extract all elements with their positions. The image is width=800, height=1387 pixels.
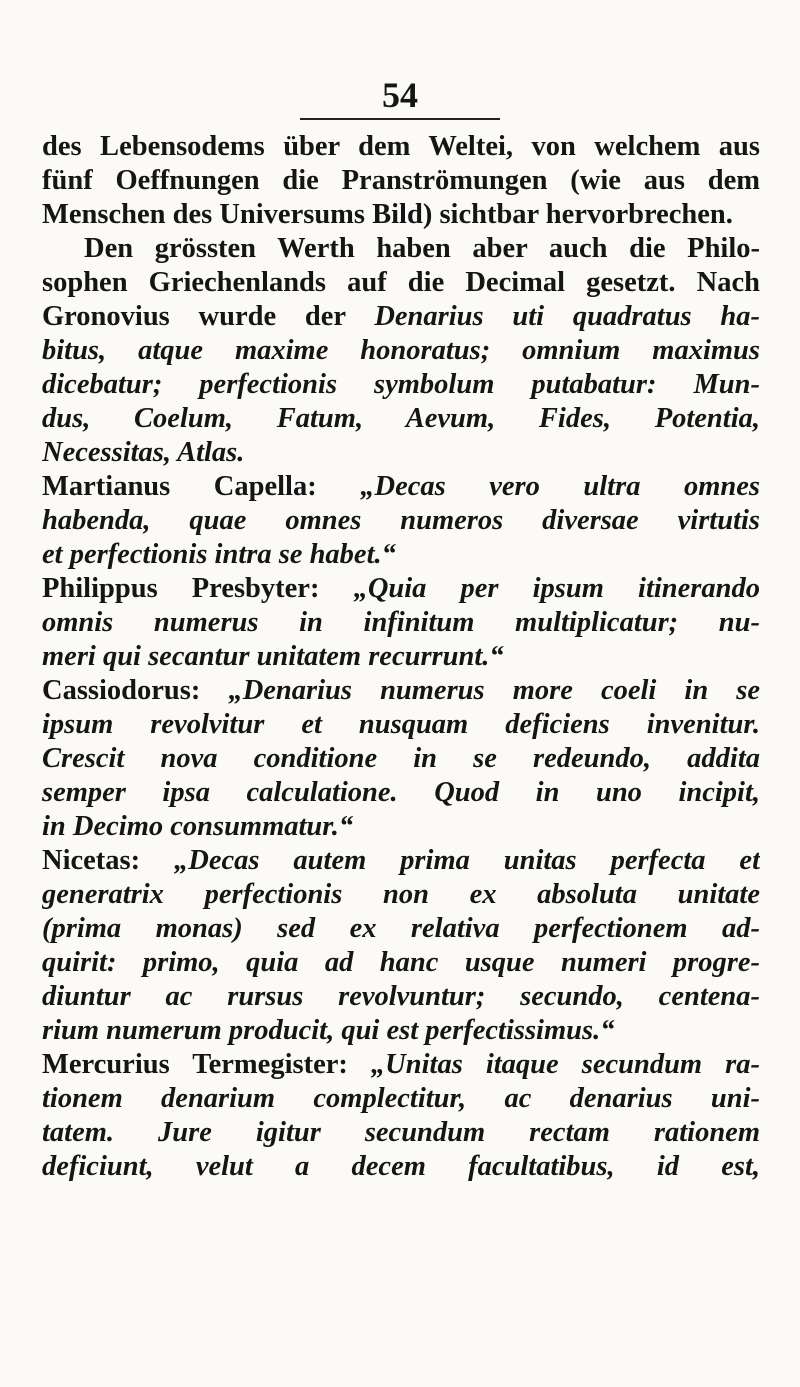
text-line (42, 470, 760, 504)
roman-text: sophen Griechenlands auf die Decimal gesetzt. Nach (42, 267, 760, 298)
text-line (42, 504, 760, 538)
text-line (42, 844, 760, 878)
text-line (42, 708, 760, 742)
text-line (42, 1116, 760, 1150)
italic-quote-text: bitus, atque maxime honoratus; omnium maximus (42, 335, 760, 366)
text-line (42, 912, 760, 946)
italic-quote-text: diuntur ac rursus revolvuntur; secundo, centena- (42, 981, 760, 1012)
text-line (42, 946, 760, 980)
page-number-rule (300, 118, 500, 120)
italic-quote-text: et perfectionis intra se habet.“ (42, 539, 396, 570)
roman-text: fünf Oeffnungen die Pranströmungen (wie aus dem (42, 165, 760, 196)
italic-quote-text: „Quia per ipsum itinerando (353, 573, 760, 604)
roman-text: des Lebensodems über dem Weltei, von welchem aus (42, 131, 760, 162)
italic-quote-text: dicebatur; perfectionis symbolum putabatur: Mun- (42, 369, 760, 400)
text-line (42, 232, 760, 266)
roman-text: Gronovius wurde der (42, 301, 375, 332)
italic-quote-text: Denarius uti quadratus ha- (374, 301, 760, 332)
italic-quote-text: dus, Coelum, Fatum, Aevum, Fides, Potentia, (42, 403, 760, 434)
italic-quote-text: „Denarius numerus more coeli in se (228, 675, 760, 706)
text-line (42, 436, 760, 470)
roman-text: Mercurius Termegister: (42, 1049, 371, 1080)
roman-text: Philippus Presbyter: (42, 573, 354, 604)
text-line (42, 572, 760, 606)
italic-quote-text: Crescit nova conditione in se redeundo, addita (42, 743, 760, 774)
page-number: 54 (382, 75, 418, 115)
text-line (42, 1150, 760, 1184)
italic-quote-text: „Unitas itaque secundum ra- (370, 1049, 760, 1080)
italic-quote-text: tionem denarium complectitur, ac denarius uni- (42, 1083, 760, 1114)
text-line (42, 368, 760, 402)
text-line (42, 606, 760, 640)
text-line (42, 130, 760, 164)
italic-quote-text: „Decas vero ultra omnes (360, 471, 760, 502)
italic-quote-text: habenda, quae omnes numeros diversae virtutis (42, 505, 760, 536)
italic-quote-text: quirit: primo, quia ad hanc usque numeri progre- (42, 947, 760, 978)
text-line (42, 198, 760, 232)
text-line (42, 1082, 760, 1116)
italic-quote-text: in Decimo consummatur.“ (42, 811, 354, 842)
text-line (42, 878, 760, 912)
roman-text: Martianus Capella: (42, 471, 361, 502)
text-line (42, 674, 760, 708)
text-line (42, 776, 760, 810)
text-line (42, 1048, 760, 1082)
roman-text: Nicetas: (42, 845, 175, 876)
italic-quote-text: ipsum revolvitur et nusquam deficiens invenitur. (42, 709, 760, 740)
italic-quote-text: omnis numerus in infinitum multiplicatur; nu- (42, 607, 760, 638)
text-line (42, 164, 760, 198)
roman-text: Menschen des Universums Bild) sichtbar hervorbrechen. (42, 199, 733, 230)
text-line (42, 300, 760, 334)
body-text (42, 130, 760, 1184)
italic-quote-text: generatrix perfectionis non ex absoluta unitate (42, 879, 760, 910)
italic-quote-text: tatem. Jure igitur secundum rectam rationem (42, 1117, 760, 1148)
italic-quote-text: rium numerum producit, qui est perfectissimus.“ (42, 1015, 615, 1046)
roman-text: Den grössten Werth haben aber auch die Philo- (84, 233, 760, 264)
italic-quote-text: semper ipsa calculatione. Quod in uno incipit, (42, 777, 760, 808)
roman-text: Cassiodorus: (42, 675, 229, 706)
italic-quote-text: (prima monas) sed ex relativa perfectionem ad- (42, 913, 760, 944)
text-line (42, 810, 760, 844)
text-line (42, 266, 760, 300)
text-line (42, 742, 760, 776)
italic-quote-text: deficiunt, velut a decem facultatibus, id est, (42, 1151, 760, 1182)
text-line (42, 538, 760, 572)
text-line (42, 402, 760, 436)
text-line (42, 1014, 760, 1048)
italic-quote-text: meri qui secantur unitatem recurrunt.“ (42, 641, 504, 672)
italic-quote-text: Necessitas, Atlas. (42, 437, 245, 468)
text-line (42, 334, 760, 368)
text-line (42, 640, 760, 674)
italic-quote-text: „Decas autem prima unitas perfecta et (174, 845, 760, 876)
text-line (42, 980, 760, 1014)
